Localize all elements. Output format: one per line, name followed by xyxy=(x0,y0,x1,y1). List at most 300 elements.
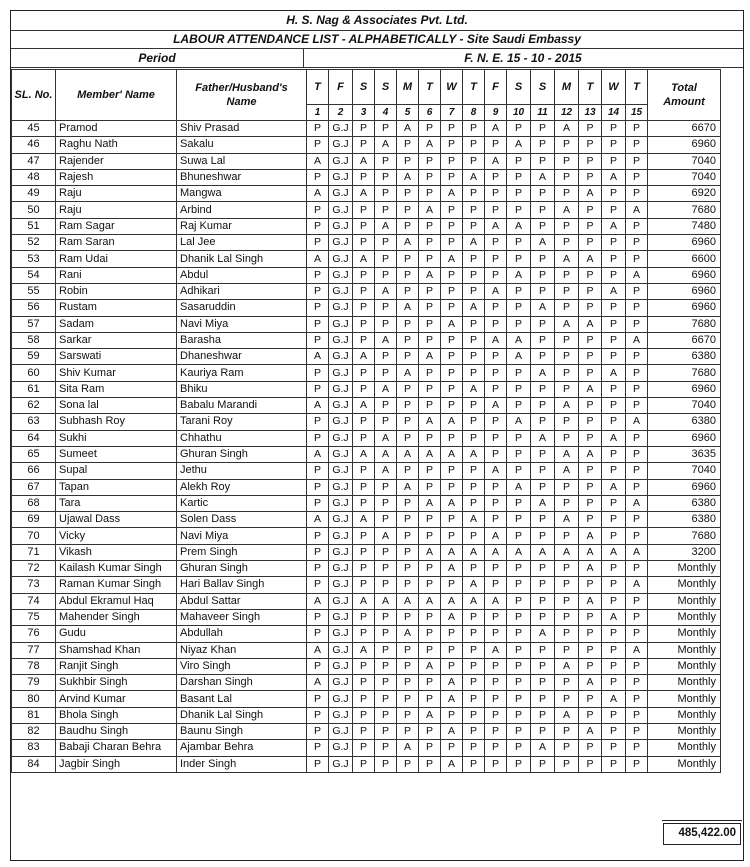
table-row xyxy=(12,283,721,299)
attendance-mark: G.J xyxy=(329,740,353,756)
table-row xyxy=(12,398,721,414)
header-day-num: 2 xyxy=(329,105,353,121)
row-sl-no: 82 xyxy=(12,723,56,739)
attendance-mark: P xyxy=(441,463,463,479)
attendance-mark: G.J xyxy=(329,723,353,739)
attendance-mark: P xyxy=(579,169,602,185)
attendance-mark: A xyxy=(441,561,463,577)
attendance-mark: P xyxy=(602,723,626,739)
attendance-mark: A xyxy=(531,626,555,642)
attendance-mark: P xyxy=(463,202,485,218)
period-label: Period xyxy=(138,51,176,65)
row-sl-no: 56 xyxy=(12,300,56,316)
attendance-mark: A xyxy=(307,153,329,169)
attendance-mark: P xyxy=(626,381,648,397)
row-sl-no: 49 xyxy=(12,186,56,202)
total-amount: 7040 xyxy=(648,169,721,185)
attendance-mark: G.J xyxy=(329,349,353,365)
total-amount: 6960 xyxy=(648,267,721,283)
attendance-table xyxy=(11,69,721,773)
member-name: Ram Sagar xyxy=(56,218,177,234)
header-day: W xyxy=(602,70,626,105)
father-name: Shiv Prasad xyxy=(177,121,307,137)
table-row xyxy=(12,756,721,772)
attendance-mark: P xyxy=(579,495,602,511)
attendance-mark: P xyxy=(602,235,626,251)
attendance-mark: P xyxy=(626,446,648,462)
attendance-mark: P xyxy=(507,169,531,185)
attendance-mark: A xyxy=(485,283,507,299)
attendance-mark: P xyxy=(397,267,419,283)
attendance-mark: P xyxy=(397,544,419,560)
attendance-mark: P xyxy=(397,349,419,365)
attendance-mark: P xyxy=(626,316,648,332)
attendance-mark: P xyxy=(353,561,375,577)
attendance-mark: A xyxy=(485,153,507,169)
attendance-mark: P xyxy=(579,300,602,316)
attendance-mark: P xyxy=(397,283,419,299)
attendance-mark: A xyxy=(626,202,648,218)
attendance-mark: P xyxy=(419,121,441,137)
attendance-mark: P xyxy=(441,528,463,544)
attendance-mark: A xyxy=(375,463,397,479)
attendance-mark: A xyxy=(375,218,397,234)
attendance-mark: P xyxy=(485,756,507,772)
attendance-mark: P xyxy=(507,202,531,218)
attendance-mark: P xyxy=(353,691,375,707)
attendance-mark: P xyxy=(375,121,397,137)
father-name: Mahaveer Singh xyxy=(177,609,307,625)
attendance-mark: P xyxy=(555,675,579,691)
attendance-mark: P xyxy=(555,723,579,739)
attendance-mark: P xyxy=(463,137,485,153)
attendance-mark: P xyxy=(507,561,531,577)
member-name: Sukhbir Singh xyxy=(56,675,177,691)
attendance-mark: P xyxy=(419,479,441,495)
attendance-mark: A xyxy=(441,609,463,625)
attendance-mark: P xyxy=(463,561,485,577)
attendance-mark: P xyxy=(353,723,375,739)
attendance-mark: G.J xyxy=(329,446,353,462)
attendance-mark: P xyxy=(602,446,626,462)
attendance-mark: P xyxy=(375,707,397,723)
table-row xyxy=(12,121,721,137)
attendance-mark: P xyxy=(626,528,648,544)
attendance-mark: A xyxy=(626,577,648,593)
total-amount: 6670 xyxy=(648,332,721,348)
grand-total: 485,422.00 xyxy=(663,823,741,845)
attendance-mark: P xyxy=(485,349,507,365)
father-name: Bhuneshwar xyxy=(177,169,307,185)
attendance-mark: P xyxy=(507,658,531,674)
table-row xyxy=(12,675,721,691)
attendance-mark: P xyxy=(397,186,419,202)
attendance-mark: P xyxy=(555,414,579,430)
attendance-mark: P xyxy=(555,235,579,251)
attendance-mark: P xyxy=(419,691,441,707)
attendance-mark: P xyxy=(507,495,531,511)
attendance-mark: A xyxy=(375,430,397,446)
row-sl-no: 73 xyxy=(12,577,56,593)
attendance-mark: P xyxy=(375,186,397,202)
attendance-mark: A xyxy=(579,675,602,691)
attendance-mark: P xyxy=(307,283,329,299)
father-name: Navi Miya xyxy=(177,528,307,544)
attendance-mark: P xyxy=(485,137,507,153)
father-name: Kauriya Ram xyxy=(177,365,307,381)
attendance-mark: P xyxy=(555,186,579,202)
attendance-mark: P xyxy=(531,202,555,218)
header-day: S xyxy=(531,70,555,105)
attendance-mark: P xyxy=(419,381,441,397)
attendance-mark: P xyxy=(353,756,375,772)
header-day-num: 10 xyxy=(507,105,531,121)
table-row xyxy=(12,691,721,707)
attendance-mark: G.J xyxy=(329,561,353,577)
attendance-mark: A xyxy=(531,235,555,251)
attendance-mark: P xyxy=(441,349,463,365)
attendance-mark: A xyxy=(463,577,485,593)
attendance-mark: P xyxy=(463,740,485,756)
attendance-mark: G.J xyxy=(329,300,353,316)
member-name: Bhola Singh xyxy=(56,707,177,723)
header-sl: SL. No. xyxy=(12,70,56,121)
table-row xyxy=(12,593,721,609)
attendance-mark: P xyxy=(555,169,579,185)
header-day: M xyxy=(555,70,579,105)
attendance-mark: P xyxy=(507,430,531,446)
attendance-mark: P xyxy=(397,202,419,218)
attendance-mark: A xyxy=(419,446,441,462)
attendance-mark: A xyxy=(485,593,507,609)
attendance-mark: P xyxy=(531,186,555,202)
attendance-mark: P xyxy=(507,186,531,202)
attendance-mark: P xyxy=(375,495,397,511)
father-name: Chhathu xyxy=(177,430,307,446)
member-name: Vikash xyxy=(56,544,177,560)
table-row xyxy=(12,137,721,153)
attendance-mark: P xyxy=(419,218,441,234)
attendance-mark: A xyxy=(397,365,419,381)
attendance-mark: P xyxy=(375,577,397,593)
row-sl-no: 55 xyxy=(12,283,56,299)
table-body xyxy=(12,121,721,773)
company-name: H. S. Nag & Associates Pvt. Ltd. xyxy=(286,13,468,27)
father-name: Alekh Roy xyxy=(177,479,307,495)
table-row xyxy=(12,577,721,593)
attendance-mark: A xyxy=(463,512,485,528)
attendance-mark: P xyxy=(555,381,579,397)
member-name: Raghu Nath xyxy=(56,137,177,153)
attendance-mark: A xyxy=(579,593,602,609)
attendance-mark: P xyxy=(441,332,463,348)
attendance-mark: A xyxy=(531,365,555,381)
row-sl-no: 60 xyxy=(12,365,56,381)
attendance-mark: P xyxy=(375,153,397,169)
row-sl-no: 65 xyxy=(12,446,56,462)
attendance-mark: P xyxy=(602,463,626,479)
attendance-mark: P xyxy=(375,740,397,756)
attendance-mark: A xyxy=(555,463,579,479)
attendance-mark: P xyxy=(579,398,602,414)
attendance-mark: P xyxy=(307,300,329,316)
attendance-mark: P xyxy=(397,153,419,169)
table-row xyxy=(12,218,721,234)
attendance-mark: P xyxy=(531,121,555,137)
attendance-mark: P xyxy=(485,479,507,495)
attendance-mark: A xyxy=(531,300,555,316)
attendance-mark: P xyxy=(555,561,579,577)
attendance-mark: P xyxy=(397,430,419,446)
row-sl-no: 67 xyxy=(12,479,56,495)
total-amount: Monthly xyxy=(648,691,721,707)
attendance-mark: P xyxy=(626,463,648,479)
row-sl-no: 68 xyxy=(12,495,56,511)
row-sl-no: 83 xyxy=(12,740,56,756)
attendance-mark: P xyxy=(531,446,555,462)
attendance-mark: P xyxy=(353,675,375,691)
table-row xyxy=(12,381,721,397)
attendance-mark: P xyxy=(626,430,648,446)
attendance-mark: P xyxy=(463,528,485,544)
attendance-mark: G.J xyxy=(329,626,353,642)
attendance-mark: P xyxy=(397,495,419,511)
attendance-mark: P xyxy=(626,675,648,691)
attendance-mark: A xyxy=(397,593,419,609)
attendance-mark: A xyxy=(579,446,602,462)
attendance-mark: P xyxy=(419,577,441,593)
attendance-mark: A xyxy=(555,512,579,528)
attendance-mark: P xyxy=(531,577,555,593)
attendance-mark: A xyxy=(531,544,555,560)
attendance-mark: A xyxy=(626,414,648,430)
attendance-mark: P xyxy=(579,642,602,658)
attendance-mark: A xyxy=(602,365,626,381)
total-amount: 7680 xyxy=(648,316,721,332)
table-row xyxy=(12,495,721,511)
attendance-mark: P xyxy=(485,414,507,430)
attendance-mark: P xyxy=(507,723,531,739)
attendance-mark: P xyxy=(531,137,555,153)
attendance-mark: P xyxy=(463,626,485,642)
attendance-mark: A xyxy=(626,495,648,511)
attendance-mark: A xyxy=(419,414,441,430)
attendance-mark: P xyxy=(419,463,441,479)
total-amount: 6960 xyxy=(648,300,721,316)
attendance-mark: P xyxy=(375,479,397,495)
attendance-mark: A xyxy=(602,609,626,625)
row-sl-no: 78 xyxy=(12,658,56,674)
attendance-mark: A xyxy=(507,218,531,234)
attendance-mark: P xyxy=(397,658,419,674)
attendance-mark: P xyxy=(602,642,626,658)
father-name: Arbind xyxy=(177,202,307,218)
attendance-mark: A xyxy=(419,658,441,674)
attendance-mark: P xyxy=(353,218,375,234)
total-amount: 6960 xyxy=(648,283,721,299)
attendance-mark: A xyxy=(419,349,441,365)
total-amount: Monthly xyxy=(648,609,721,625)
attendance-mark: A xyxy=(531,495,555,511)
table-row xyxy=(12,723,721,739)
attendance-mark: P xyxy=(485,316,507,332)
attendance-mark: P xyxy=(397,251,419,267)
attendance-mark: P xyxy=(463,495,485,511)
attendance-mark: P xyxy=(531,512,555,528)
member-name: Tapan xyxy=(56,479,177,495)
total-amount: 7040 xyxy=(648,463,721,479)
attendance-mark: P xyxy=(626,365,648,381)
attendance-mark: P xyxy=(307,137,329,153)
attendance-mark: P xyxy=(579,365,602,381)
attendance-mark: A xyxy=(555,202,579,218)
attendance-mark: P xyxy=(307,332,329,348)
attendance-mark: P xyxy=(463,479,485,495)
header-member: Member' Name xyxy=(56,70,177,121)
attendance-mark: P xyxy=(531,707,555,723)
father-name: Mangwa xyxy=(177,186,307,202)
attendance-mark: P xyxy=(579,609,602,625)
attendance-mark: A xyxy=(419,544,441,560)
father-name: Ajambar Behra xyxy=(177,740,307,756)
attendance-mark: P xyxy=(602,349,626,365)
attendance-mark: P xyxy=(531,251,555,267)
member-name: Tara xyxy=(56,495,177,511)
attendance-mark: P xyxy=(307,235,329,251)
attendance-mark: P xyxy=(441,479,463,495)
father-name: Sasaruddin xyxy=(177,300,307,316)
father-name: Dhanik Lal Singh xyxy=(177,707,307,723)
attendance-mark: P xyxy=(555,430,579,446)
table-row xyxy=(12,267,721,283)
attendance-mark: P xyxy=(555,642,579,658)
table-row xyxy=(12,642,721,658)
attendance-mark: P xyxy=(307,544,329,560)
period-value: F. N. E. 15 - 10 - 2015 xyxy=(464,51,582,65)
attendance-mark: P xyxy=(375,561,397,577)
father-name: Sakalu xyxy=(177,137,307,153)
attendance-mark: P xyxy=(579,349,602,365)
attendance-mark: P xyxy=(353,528,375,544)
attendance-mark: P xyxy=(531,398,555,414)
attendance-mark: A xyxy=(397,446,419,462)
attendance-mark: P xyxy=(485,430,507,446)
attendance-mark: P xyxy=(531,267,555,283)
attendance-mark: P xyxy=(626,251,648,267)
total-amount: 6380 xyxy=(648,495,721,511)
table-row xyxy=(12,609,721,625)
table-row xyxy=(12,349,721,365)
row-sl-no: 47 xyxy=(12,153,56,169)
attendance-mark: P xyxy=(441,740,463,756)
row-sl-no: 58 xyxy=(12,332,56,348)
attendance-mark: P xyxy=(463,675,485,691)
header-day: W xyxy=(441,70,463,105)
attendance-mark: P xyxy=(307,658,329,674)
attendance-mark: A xyxy=(441,251,463,267)
total-amount: 6920 xyxy=(648,186,721,202)
attendance-mark: P xyxy=(419,642,441,658)
table-row xyxy=(12,365,721,381)
attendance-mark: G.J xyxy=(329,365,353,381)
attendance-mark: A xyxy=(485,642,507,658)
member-name: Vicky xyxy=(56,528,177,544)
attendance-mark: A xyxy=(353,512,375,528)
attendance-mark: P xyxy=(397,577,419,593)
attendance-mark: P xyxy=(307,414,329,430)
attendance-mark: P xyxy=(531,381,555,397)
attendance-mark: A xyxy=(579,723,602,739)
attendance-mark: A xyxy=(626,267,648,283)
row-sl-no: 84 xyxy=(12,756,56,772)
attendance-mark: P xyxy=(485,691,507,707)
header-total: Total Amount xyxy=(648,70,721,121)
attendance-mark: P xyxy=(602,316,626,332)
attendance-mark: P xyxy=(353,332,375,348)
attendance-mark: P xyxy=(397,675,419,691)
attendance-mark: P xyxy=(307,561,329,577)
attendance-mark: P xyxy=(419,561,441,577)
attendance-mark: P xyxy=(602,593,626,609)
attendance-mark: P xyxy=(375,626,397,642)
member-name: Robin xyxy=(56,283,177,299)
attendance-mark: P xyxy=(419,626,441,642)
member-name: Shamshad Khan xyxy=(56,642,177,658)
attendance-mark: G.J xyxy=(329,642,353,658)
attendance-mark: A xyxy=(531,430,555,446)
attendance-mark: P xyxy=(353,381,375,397)
attendance-mark: P xyxy=(441,642,463,658)
attendance-mark: A xyxy=(375,283,397,299)
attendance-mark: P xyxy=(507,365,531,381)
attendance-mark: P xyxy=(507,446,531,462)
table-row xyxy=(12,430,721,446)
attendance-mark: P xyxy=(375,642,397,658)
member-name: Ram Udai xyxy=(56,251,177,267)
attendance-mark: P xyxy=(463,642,485,658)
attendance-mark: P xyxy=(375,300,397,316)
row-sl-no: 52 xyxy=(12,235,56,251)
attendance-mark: A xyxy=(626,544,648,560)
attendance-mark: P xyxy=(507,528,531,544)
attendance-mark: P xyxy=(397,137,419,153)
attendance-mark: P xyxy=(307,218,329,234)
attendance-mark: P xyxy=(485,512,507,528)
member-name: Baudhu Singh xyxy=(56,723,177,739)
row-sl-no: 72 xyxy=(12,561,56,577)
total-amount: Monthly xyxy=(648,707,721,723)
header-day: S xyxy=(375,70,397,105)
total-amount: 7040 xyxy=(648,153,721,169)
total-amount: 6380 xyxy=(648,512,721,528)
total-amount: 6600 xyxy=(648,251,721,267)
header-day-num: 3 xyxy=(353,105,375,121)
attendance-mark: P xyxy=(375,251,397,267)
attendance-mark: P xyxy=(397,642,419,658)
attendance-mark: P xyxy=(626,479,648,495)
attendance-mark: P xyxy=(507,300,531,316)
attendance-mark: G.J xyxy=(329,235,353,251)
row-sl-no: 51 xyxy=(12,218,56,234)
table-row xyxy=(12,169,721,185)
total-amount: 3200 xyxy=(648,544,721,560)
attendance-mark: A xyxy=(579,316,602,332)
total-amount: 6380 xyxy=(648,349,721,365)
attendance-mark: P xyxy=(507,675,531,691)
row-sl-no: 48 xyxy=(12,169,56,185)
row-sl-no: 75 xyxy=(12,609,56,625)
attendance-mark: G.J xyxy=(329,430,353,446)
